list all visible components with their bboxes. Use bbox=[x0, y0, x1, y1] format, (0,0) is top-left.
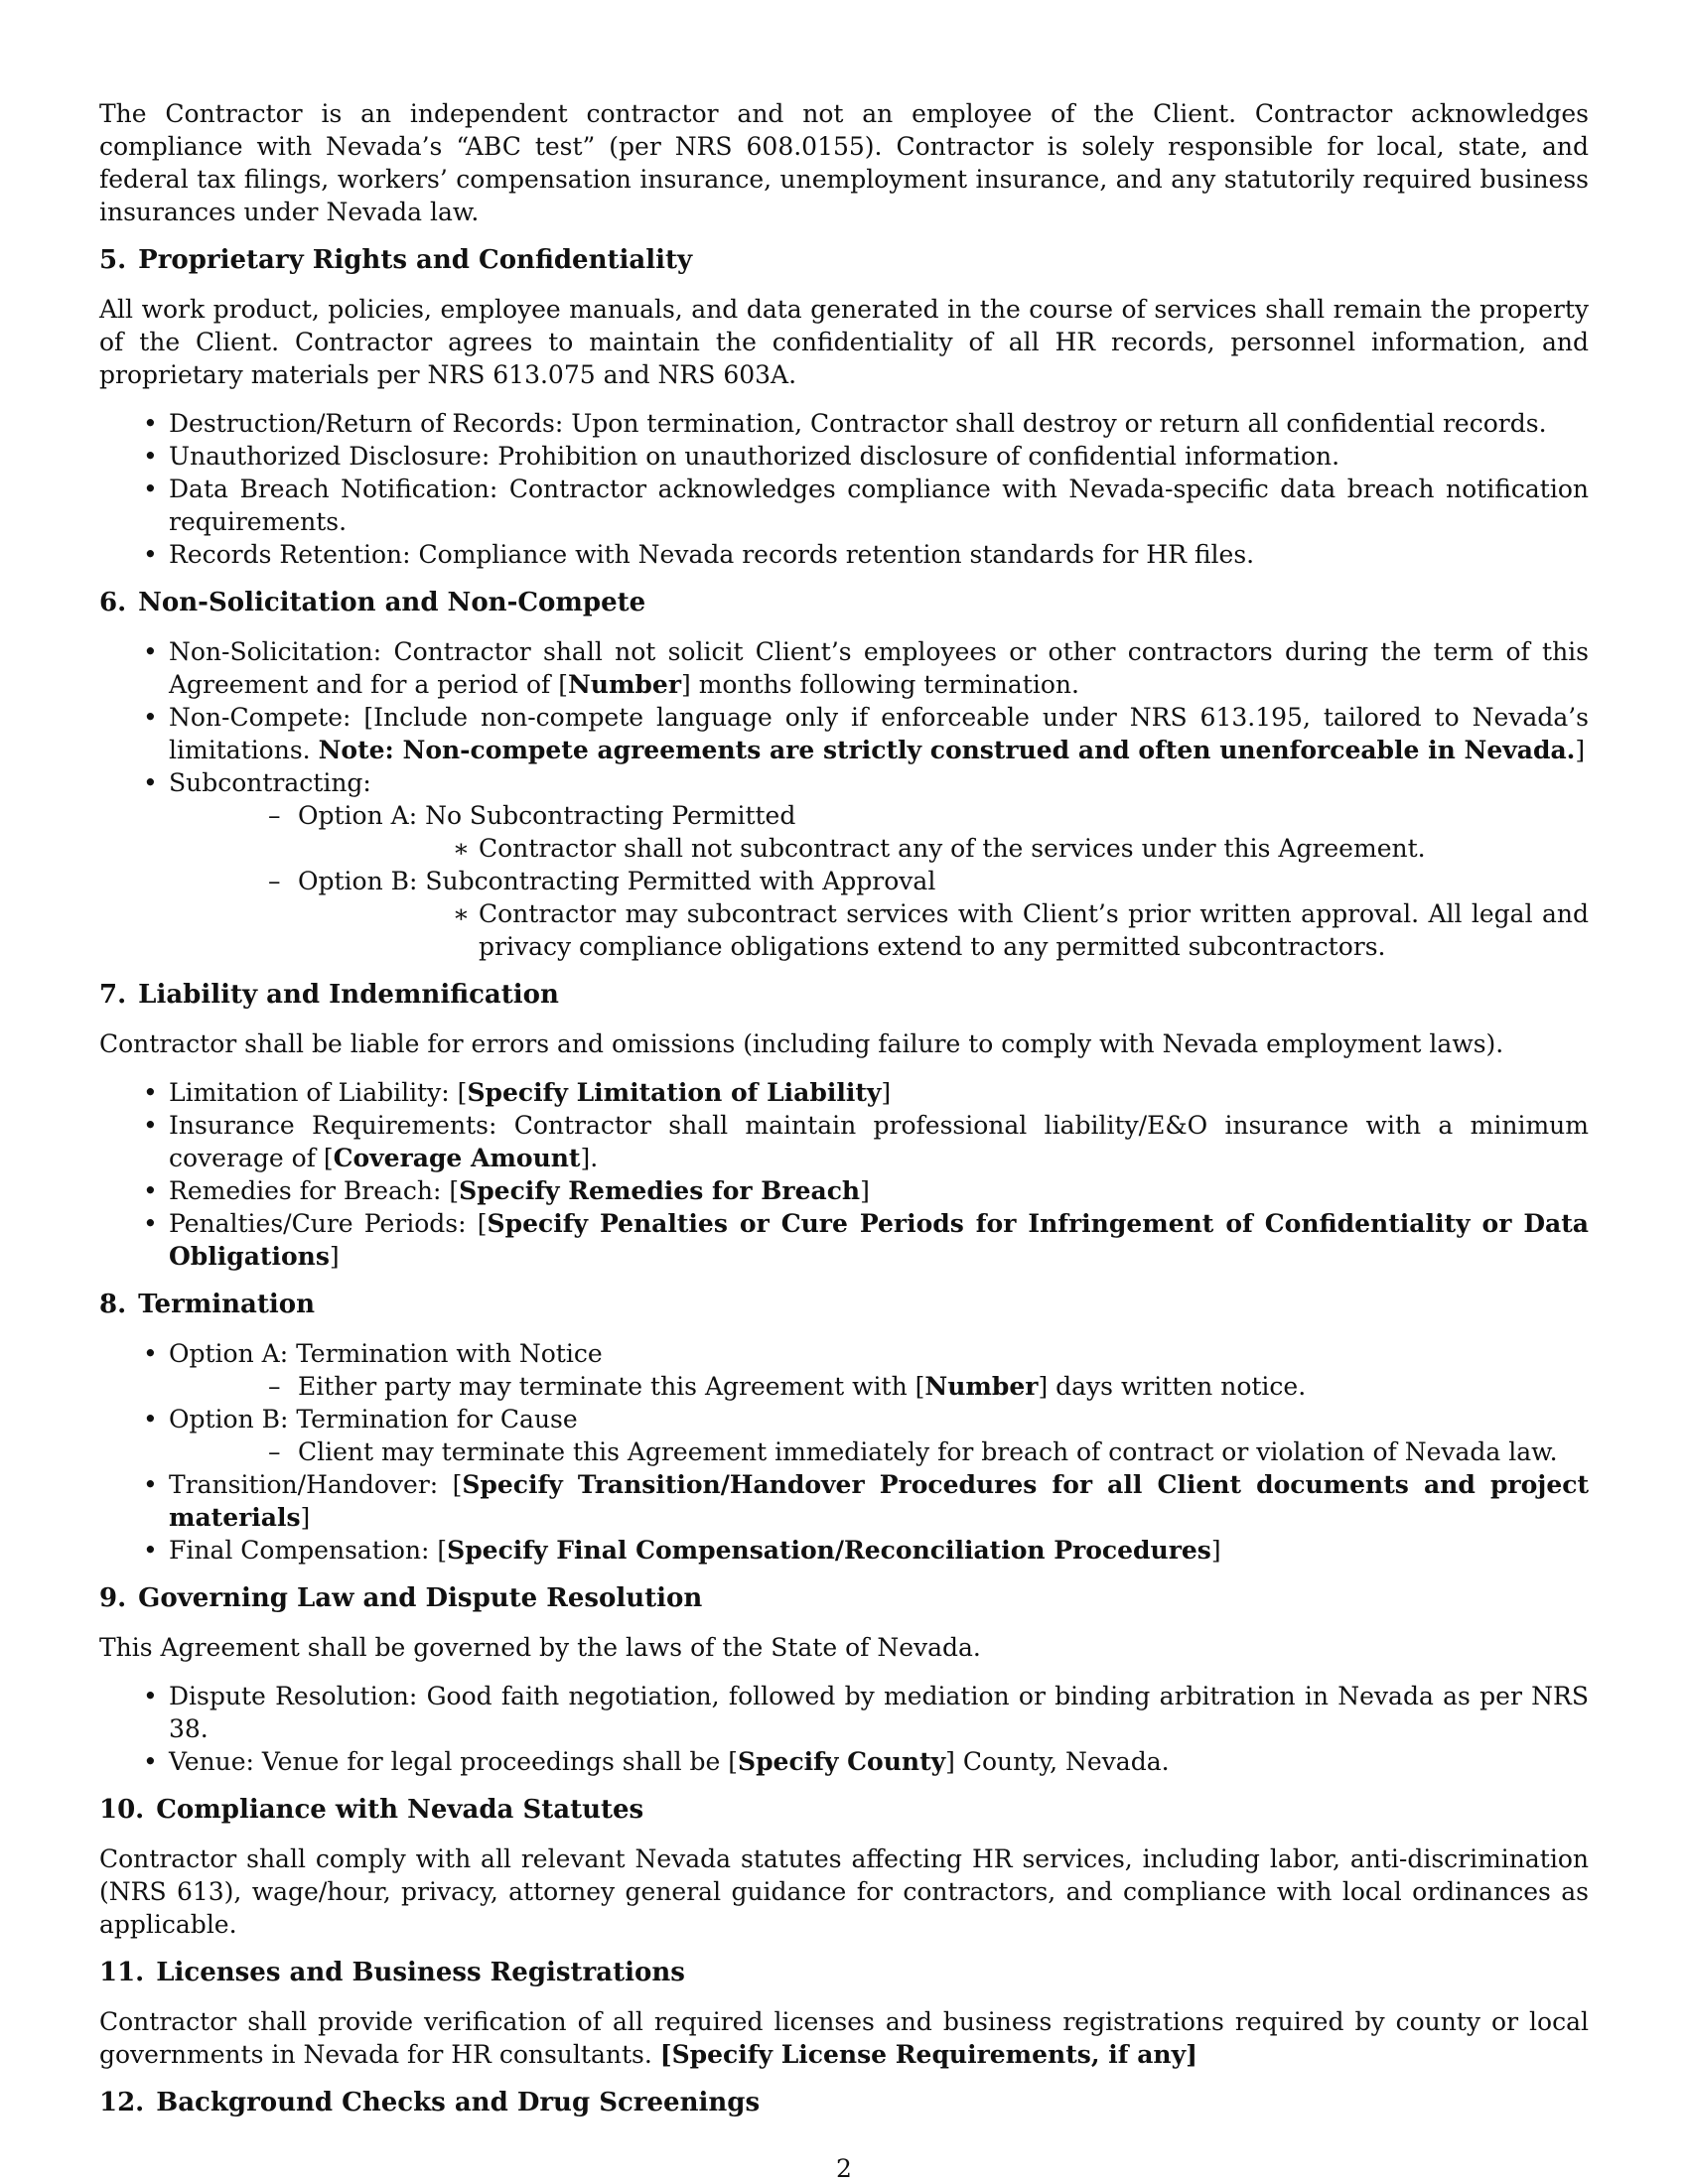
section-title: Compliance with Nevada Statutes bbox=[156, 1795, 644, 1825]
list-item: • Destruction/Return of Records: Upon termination, Contractor shall destroy or return all confidential records. bbox=[99, 407, 1589, 440]
subcontracting-item: • Subcontracting: – Option A: No Subcontracting Permitted ∗ Contractor shall not subcontract any of the services under this Agreement. – Option B: Subcontracting Permitted with Approval ∗ Contractor may subcontract services with Client’s prior written approval. All legal and privacy compliance obligations extend to any permitted subcontractors. bbox=[99, 766, 1589, 963]
section-12-heading bbox=[99, 2087, 1589, 2119]
section-number: 10. bbox=[99, 1795, 145, 1825]
section-7-paragraph: Contractor shall be liable for errors and omissions (including failure to comply with Nevada employment laws). bbox=[99, 1029, 1504, 1058]
section-6-list bbox=[99, 635, 1589, 963]
section-10-paragraph: Contractor shall comply with all relevant Nevada statutes affecting HR services, including labor, anti-discrimination (NRS 613), wage/hour, privacy, attorney general guidance for contractors, and compliance with local ordinances as applicable. bbox=[99, 1844, 1589, 1939]
section-number: 9. bbox=[99, 1583, 127, 1613]
section-number: 5. bbox=[99, 245, 127, 275]
section-11-paragraph: Contractor shall provide verification of all required licenses and business registrations required by county or local governments in Nevada for HR consultants. [Specify License Requirements, if any] bbox=[99, 2007, 1589, 2069]
section-number: 12. bbox=[99, 2088, 145, 2117]
non-solicitation-item: • Non-Solicitation: Contractor shall not solicit Client’s employees or other contractors during the term of this Agreement and for a period of [Number] months following termination. bbox=[99, 635, 1589, 701]
page-number: 2 bbox=[836, 2154, 852, 2183]
section-title: Background Checks and Drug Screenings bbox=[156, 2088, 761, 2117]
venue-item: • Venue: Venue for legal proceedings shall be [Specify County] County, Nevada. bbox=[99, 1745, 1589, 1778]
placeholder-number: Number bbox=[567, 670, 681, 699]
option-b-detail: ∗ Contractor may subcontract services with Client’s prior written approval. All legal and privacy compliance obligations extend to any permitted subcontractors. bbox=[298, 897, 1589, 963]
option-a-detail: ∗ Contractor shall not subcontract any of the services under this Agreement. bbox=[298, 832, 1589, 865]
section-5-list bbox=[99, 407, 1589, 571]
section-number: 11. bbox=[99, 1958, 145, 1987]
section-9-list bbox=[99, 1680, 1589, 1778]
section-11-heading bbox=[99, 1957, 1589, 1989]
list-item: • Records Retention: Compliance with Nevada records retention standards for HR files. bbox=[99, 538, 1589, 571]
section-title: Governing Law and Dispute Resolution bbox=[138, 1583, 703, 1613]
section-8-list bbox=[99, 1337, 1589, 1567]
limitation-item: • Limitation of Liability: [Specify Limitation of Liability] bbox=[99, 1076, 1589, 1109]
transition-item: • Transition/Handover: [Specify Transition/Handover Procedures for all Client documents and project materials] bbox=[99, 1468, 1589, 1534]
section-number: 7. bbox=[99, 980, 127, 1010]
option-a: – Option A: No Subcontracting Permitted ∗ Contractor shall not subcontract any of the services under this Agreement. bbox=[169, 799, 1589, 865]
insurance-item: • Insurance Requirements: Contractor shall maintain professional liability/E&O insurance with a minimum coverage of [Coverage Amount]. bbox=[99, 1109, 1589, 1174]
dispute-resolution-item: • Dispute Resolution: Good faith negotiation, followed by mediation or binding arbitration in Nevada as per NRS 38. bbox=[99, 1680, 1589, 1745]
final-compensation-item: • Final Compensation: [Specify Final Compensation/Reconciliation Procedures] bbox=[99, 1534, 1589, 1567]
section-5-heading bbox=[99, 244, 1589, 277]
option-b-detail: – Client may terminate this Agreement immediately for breach of contract or violation of Nevada law. bbox=[169, 1435, 1589, 1468]
section-6-heading bbox=[99, 587, 1589, 619]
termination-option-b: • Option B: Termination for Cause – Client may terminate this Agreement immediately for breach of contract or violation of Nevada law. bbox=[99, 1403, 1589, 1468]
section-number: 6. bbox=[99, 588, 127, 617]
list-item: • Data Breach Notification: Contractor acknowledges compliance with Nevada-specific data breach notification requirements. bbox=[99, 473, 1589, 538]
section-title: Proprietary Rights and Confidentiality bbox=[138, 245, 693, 275]
section-10-heading bbox=[99, 1794, 1589, 1827]
option-a-detail: – Either party may terminate this Agreement with [Number] days written notice. bbox=[169, 1370, 1589, 1403]
termination-option-a: • Option A: Termination with Notice – Either party may terminate this Agreement with [Number] days written notice. bbox=[99, 1337, 1589, 1403]
subcontracting-options bbox=[169, 799, 1589, 963]
remedies-item: • Remedies for Breach: [Specify Remedies for Breach] bbox=[99, 1174, 1589, 1207]
section-9-paragraph: This Agreement shall be governed by the laws of the State of Nevada. bbox=[99, 1633, 981, 1662]
section-title: Non-Solicitation and Non-Compete bbox=[138, 588, 646, 617]
license-placeholder: [Specify License Requirements, if any] bbox=[659, 2040, 1197, 2069]
non-compete-note: Note: Non-compete agreements are strictly construed and often unenforceable in Nevada. bbox=[318, 736, 1576, 764]
section-7-heading bbox=[99, 979, 1589, 1012]
document-page bbox=[99, 97, 1589, 2135]
section-5-paragraph: All work product, policies, employee manuals, and data generated in the course of services shall remain the property of the Client. Contractor agrees to maintain the confidentiality of all HR records, personnel information, and proprietary materials per NRS 613.075 and NRS 603A. bbox=[99, 295, 1589, 389]
section-7-list bbox=[99, 1076, 1589, 1273]
section-8-heading bbox=[99, 1289, 1589, 1321]
non-compete-item: • Non-Compete: [Include non-compete language only if enforceable under NRS 613.195, tailored to Nevada’s limitations. Note: Non-compete agreements are strictly construed and often unenforceable in Nevada.] bbox=[99, 701, 1589, 766]
intro-paragraph: The Contractor is an independent contractor and not an employee of the Client. Contractor acknowledges compliance with Nevada’s “ABC test” (per NRS 608.0155). Contractor is solely responsible for local, state, and federal tax filings, workers’ compensation insurance, unemployment insurance, and any statutorily required business insurances under Nevada law. bbox=[99, 99, 1589, 226]
section-9-heading bbox=[99, 1582, 1589, 1615]
section-title: Liability and Indemnification bbox=[138, 980, 559, 1010]
penalties-item: • Penalties/Cure Periods: [Specify Penalties or Cure Periods for Infringement of Confidentiality or Data Obligations] bbox=[99, 1207, 1589, 1273]
list-item: • Unauthorized Disclosure: Prohibition on unauthorized disclosure of confidential information. bbox=[99, 440, 1589, 473]
option-b: – Option B: Subcontracting Permitted with Approval ∗ Contractor may subcontract services with Client’s prior written approval. All legal and privacy compliance obligations extend to any permitted subcontractors. bbox=[169, 865, 1589, 963]
section-title: Termination bbox=[138, 1290, 316, 1319]
section-title: Licenses and Business Registrations bbox=[156, 1958, 685, 1987]
section-number: 8. bbox=[99, 1290, 127, 1319]
